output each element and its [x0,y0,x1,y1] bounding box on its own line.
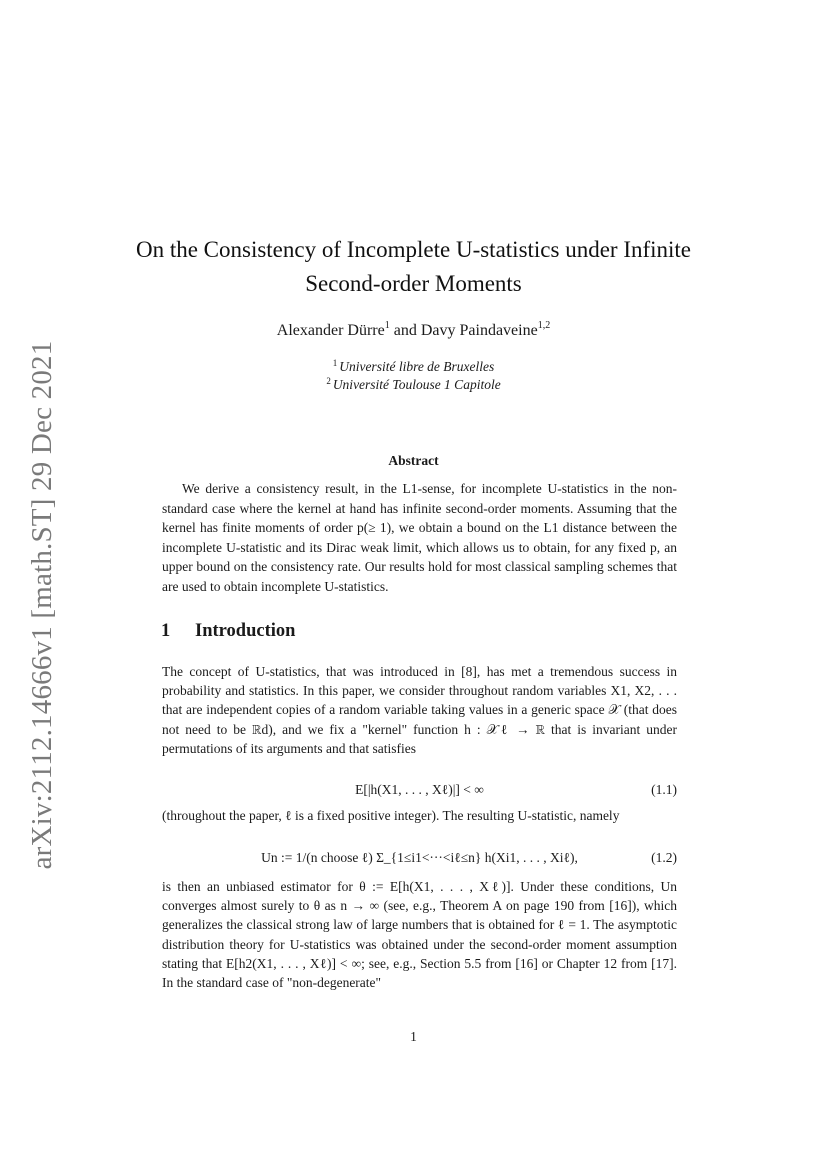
author-name: Alexander Dürre [276,322,385,339]
equation-number: (1.2) [651,850,677,865]
section-title: Introduction [195,621,296,641]
equation-number: (1.1) [651,782,677,797]
title-line-2: Second-order Moments [305,271,522,296]
intro-paragraph: The concept of U-statistics, that was introduced in [8], has met a tremendous success in probability and statistics. In this paper, we consider throughout random variables X1, X2, . . . that are independent copies of a random variable taking values in a generic space 𝒳 (that does not need to be ℝd), and we fix a "kernel" function h : 𝒳ℓ → ℝ that is invariant under permutations of its arguments and that satisfies [162,664,677,756]
affiliation-mark: 1 [332,358,338,368]
equation-body: E[|h(X1, . . . , Xℓ)|] < ∞ [355,782,484,797]
abstract-heading: Abstract [388,453,439,468]
author-affiliation-mark: 1,2 [537,320,551,331]
intro-paragraph: is then an unbiased estimator for θ := E[h(X1, . . . , Xℓ)]. Under these conditions, Un converges almost surely to θ as n → ∞ (see, e.g., Theorem A on page 190 from [16]), which generalizes the classical strong law of large numbers that is obtained for ℓ = 1. The asymptotic distribution theory for U-statistics was obtained under the second-order moment assumption stating that E[h2(X1, . . . , Xℓ)] < ∞; see, e.g., Section 5.5 from [16] or Chapter 12 from [17]. In the standard case of "non-degenerate" [162,879,677,991]
equation-1-1 [162,780,677,800]
intro-paragraph: (throughout the paper, ℓ is a fixed positive integer). The resulting U-statistic, namely [162,808,620,823]
affiliation [100,376,727,394]
section-heading [161,619,681,643]
author-list [100,320,727,342]
equation-body: Un := 1/(n choose ℓ) Σ_{1≤i1<···<iℓ≤n} h(Xi1, . . . , Xiℓ), [261,850,578,865]
affiliation [100,358,727,376]
author-connector: and [393,322,417,339]
page-number: 1 [410,1029,417,1044]
arxiv-identifier: arXiv:2112.14666v1 [math.ST] 29 Dec 2021 [26,340,58,870]
affiliation-name: Université libre de Bruxelles [339,359,495,374]
author-affiliation-mark: 1 [384,320,390,331]
affiliation-mark: 2 [326,376,331,386]
author-name: Davy Paindaveine [420,322,538,339]
section-number: 1 [161,621,171,641]
abstract-text: We derive a consistency result, in the L1-sense, for incomplete U-statistics in the non-standard case where the kernel at hand has infinite second-order moments. Assuming that the kernel has finite moments of order p(≥ 1), we obtain a bound on the L1 distance between the incomplete U-statistic and its Dirac weak limit, which allows us to obtain, for any fixed p, an upper bound on the consistency rate. Our results hold for most classical sampling schemes that are used to obtain incomplete U-statistics. [162,481,677,594]
title-line-1: On the Consistency of Incomplete U-statistics under Infinite [135,237,692,262]
affiliation-name: Université Toulouse 1 Capitole [332,377,501,392]
paper-title [100,233,727,301]
equation-1-2 [162,838,677,878]
